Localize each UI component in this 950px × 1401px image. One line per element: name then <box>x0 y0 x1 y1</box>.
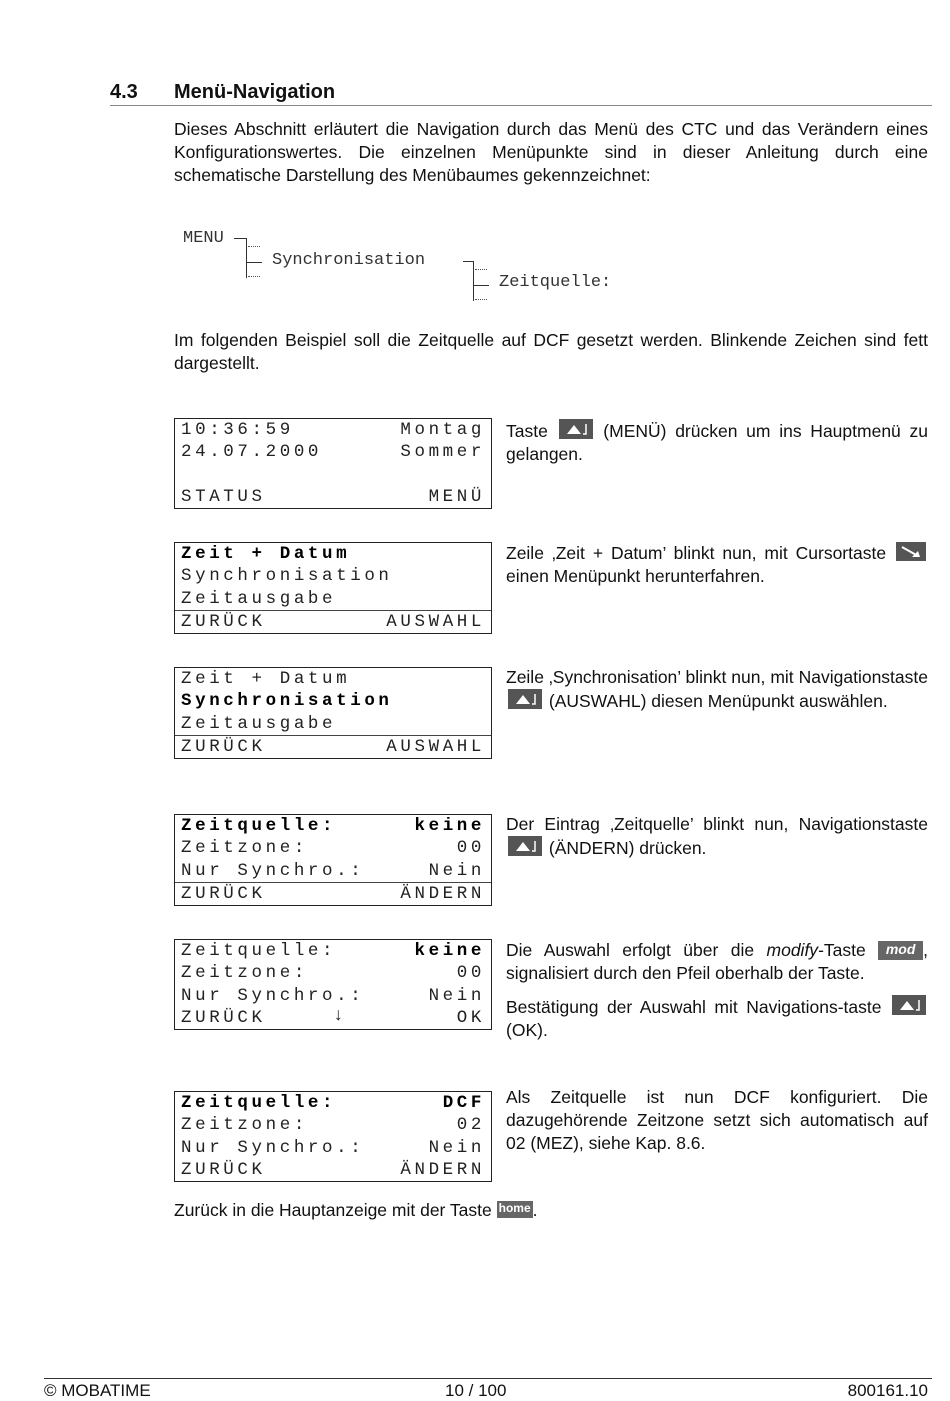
lcd-value: Nein <box>428 1137 485 1158</box>
lcd-text: Zeit + Datum <box>181 669 351 689</box>
lcd-value: 02 <box>456 1115 485 1136</box>
lcd-softkey-left: ZURÜCK <box>181 611 266 632</box>
lcd-value: 00 <box>456 963 485 984</box>
desc-text: Taste <box>506 421 548 441</box>
step-description: Als Zeitquelle ist nun DCF konfiguriert. Die dazugehörende Zeitzone setzt sich automatisch auf 02 (MEZ), siehe Kap. 8.6. <box>506 1087 928 1153</box>
lcd-softkey-left: ZURÜCK <box>181 736 266 757</box>
lcd-softkey-right: ÄNDERN <box>400 1159 485 1180</box>
desc-text: (MENÜ) drücken um ins Hauptmenü zu gelangen. <box>506 421 928 464</box>
tree-root: MENU <box>183 229 224 248</box>
lcd-text: Sommer <box>400 442 485 463</box>
lcd-softkey-right: MENÜ <box>428 486 485 507</box>
closing-text: . <box>532 1200 538 1220</box>
section-title: Menü-Navigation <box>174 81 336 103</box>
desc-emphasis: modify <box>766 940 819 960</box>
lcd-display-time-source <box>174 1091 492 1182</box>
lcd-text: Synchronisation <box>181 566 393 587</box>
footer-page-number: 10 / 100 <box>445 1381 507 1400</box>
lcd-value: Nein <box>428 985 485 1006</box>
intro-paragraph: Dieses Abschnitt erläutert die Navigation durch das Menü des CTC und das Verändern eines Konfigurationswertes. Die einzelnen Menüpunkte sind in dieser Anleitung durch eine schematische Darstellung des Menübaumes gekennzeichnet: <box>174 119 928 185</box>
footer-rule <box>44 1378 932 1379</box>
mod-key-icon: mod <box>878 941 923 960</box>
lcd-softkey-right: ÄNDERN <box>400 883 485 904</box>
closing-paragraph <box>174 1199 928 1222</box>
lcd-display-time-source <box>174 939 492 1030</box>
tree-connector <box>246 238 247 278</box>
tree-dots <box>248 246 260 247</box>
lcd-display-status <box>174 418 492 509</box>
desc-text: (OK). <box>506 1020 548 1040</box>
lcd-text: Zeitquelle: <box>181 941 337 961</box>
lcd-display-time-source <box>174 814 492 906</box>
lcd-text: Zeitausgabe <box>181 588 337 609</box>
desc-text: Zeile ‚Zeit + Datum’ blinkt nun, mit Cursortaste <box>506 543 887 563</box>
tree-dots <box>475 269 487 270</box>
down-arrow-icon: ↓ <box>333 1005 344 1026</box>
lcd-value-blinking: keine <box>414 941 485 961</box>
tree-level1: Synchronisation <box>272 251 426 270</box>
desc-text: -Taste <box>818 940 866 960</box>
lcd-text-blinking: Zeitquelle: <box>181 1093 337 1113</box>
step-description-confirm <box>506 995 928 1042</box>
lcd-text: Nur Synchro.: <box>181 860 365 881</box>
tree-connector <box>473 285 489 286</box>
enter-key-icon <box>892 995 926 1015</box>
lcd-text: Montag <box>400 420 485 440</box>
lcd-softkey-left: ZURÜCK <box>181 883 266 904</box>
tree-connector <box>234 238 246 239</box>
desc-text: Die Auswahl erfolgt über die <box>506 940 755 960</box>
desc-text: , signalisiert durch den Pfeil oberhalb der Taste. <box>506 940 929 983</box>
tree-dots <box>475 299 487 300</box>
example-paragraph: Im folgenden Beispiel soll die Zeitquelle auf DCF gesetzt werden. Blinkende Zeichen sind fett dargestellt. <box>174 330 928 373</box>
tree-connector <box>246 262 262 263</box>
desc-text: (AUSWAHL) diesen Menüpunkt auswählen. <box>548 691 888 711</box>
desc-text: einen Menüpunkt herunterfahren. <box>506 566 765 586</box>
lcd-display-menu <box>174 542 492 634</box>
lcd-value: 00 <box>456 838 485 859</box>
lcd-softkey-right: AUSWAHL <box>386 611 485 632</box>
desc-text: Bestätigung der Auswahl mit Navigations-taste <box>506 997 882 1017</box>
lcd-value: Nein <box>428 860 485 881</box>
enter-key-icon <box>559 419 593 439</box>
lcd-text: Zeitzone: <box>181 963 308 984</box>
lcd-text: Zeitzone: <box>181 838 308 859</box>
step-description <box>506 939 928 985</box>
desc-text: Zeile ‚Synchronisation’ blinkt nun, mit Navigationstaste <box>506 667 928 687</box>
lcd-text: 24.07.2000 <box>181 442 323 463</box>
enter-key-icon <box>508 689 542 709</box>
tree-connector <box>473 261 474 301</box>
lcd-text: Zeitausgabe <box>181 713 337 734</box>
desc-text: Der Eintrag ‚Zeitquelle’ blinkt nun, Navigationstaste <box>506 814 928 834</box>
lcd-softkey-right: OK <box>456 1007 485 1028</box>
closing-text: Zurück in die Hauptanzeige mit der Taste <box>174 1200 492 1220</box>
desc-text: (ÄNDERN) drücken. <box>548 838 707 858</box>
lcd-softkey-left: ZURÜCK <box>181 1159 266 1180</box>
lcd-value-blinking: DCF <box>442 1093 485 1113</box>
section-number: 4.3 <box>110 81 138 103</box>
step-description <box>506 813 928 860</box>
cursor-down-key-icon <box>896 542 926 561</box>
lcd-text: 10:36:59 <box>181 420 294 440</box>
lcd-softkey-left: STATUS <box>181 486 266 507</box>
footer-doc-number: 800161.10 <box>847 1381 928 1400</box>
lcd-text: Zeitzone: <box>181 1115 308 1136</box>
lcd-value-blinking: keine <box>414 816 485 836</box>
step-description <box>506 542 928 588</box>
home-key-icon: home <box>497 1201 533 1218</box>
lcd-text: Nur Synchro.: <box>181 1137 365 1158</box>
lcd-text: Nur Synchro.: <box>181 985 365 1006</box>
lcd-text-blinking: Synchronisation <box>181 691 393 712</box>
heading-rule <box>110 105 932 106</box>
lcd-softkey-left: ZURÜCK <box>181 1007 266 1028</box>
lcd-display-menu <box>174 667 492 759</box>
step-description <box>506 666 928 713</box>
enter-key-icon <box>508 836 542 856</box>
lcd-text-blinking: Zeitquelle: <box>181 816 337 836</box>
footer-copyright: © MOBATIME <box>44 1381 151 1400</box>
tree-level2: Zeitquelle: <box>499 273 612 292</box>
step-description <box>506 419 928 466</box>
tree-dots <box>248 276 260 277</box>
lcd-text-blinking: Zeit + Datum <box>181 544 351 564</box>
tree-connector <box>463 261 473 262</box>
lcd-softkey-right: AUSWAHL <box>386 736 485 757</box>
